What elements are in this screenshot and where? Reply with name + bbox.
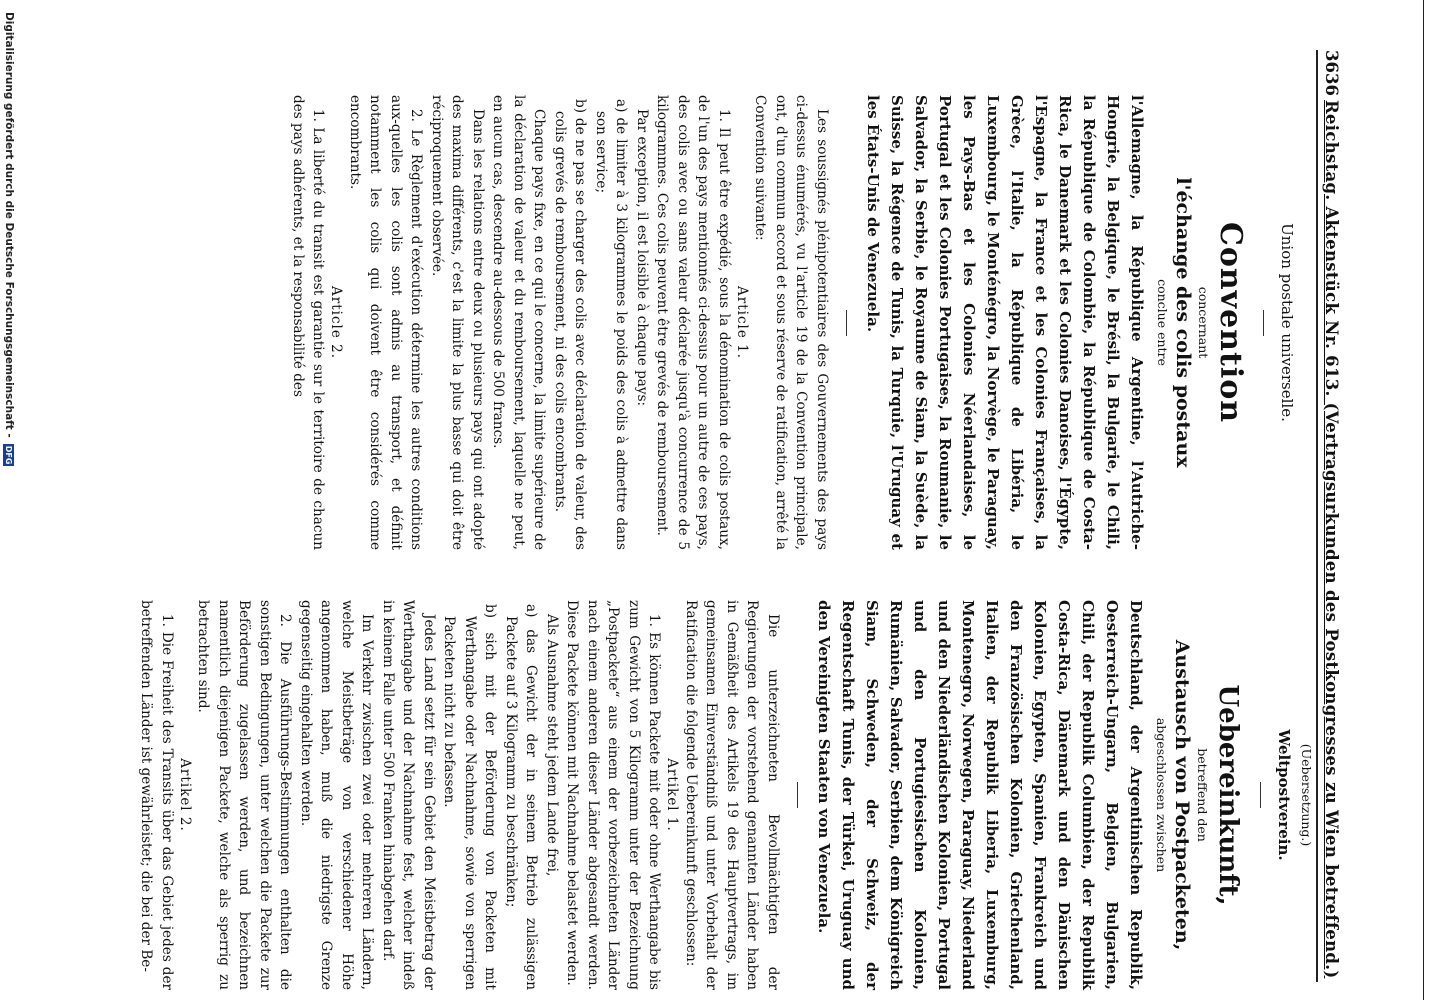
de-art1-para5: 2. Die Ausführungs-Bestimmungen enthalten die sonstigen Bedingungen, unter welchen die Packete zur Beförderung zugelassen werden, und bezeichnen namentlich diejenigen Packete, welche als sperrig zu betrachten sind. xyxy=(195,600,294,990)
fr-art1-item-b: b) de ne pas se charger des colis avec déclaration de valeur, des colis grevés de remboursement, ni des colis encombrants. xyxy=(552,99,589,550)
de-art2-para1: 1. Die Freiheit des Transits über das Gebiet jedes der betreffenden Länder ist gewährleistet; die bei der Be- xyxy=(138,600,175,990)
credit-text: Digitalisierung gefördert durch die Deutsche Forschungsgemeinschaft - xyxy=(3,12,15,438)
running-title: Reichstag. Aktenstück Nr. 613. (Vertragsurkunden des Postkongresses zu Wien betreffend.) xyxy=(1322,100,1341,979)
de-title: Uebereinkunft, xyxy=(1213,684,1243,906)
de-article-2-heading: Artikel 2. xyxy=(177,758,193,832)
digitization-credit xyxy=(2,12,16,982)
fr-art1-para1: 1. Il peut être expédié, sous la dénomination de colis postaux, de l'un des pays mentionnés ci-dessus pour un autre de ces pays, des colis avec ou sans valeur déclarée jusqu'à concurrence de 5 kilogrammes. Ces colis peuvent être grevés de remboursement. xyxy=(654,95,732,550)
de-subject: Austausch von Postpacketen, xyxy=(1171,639,1193,951)
de-art1-item-a: a) das Gewicht der in seinem Betrieb zulässigen Packete auf 3 Kilogramm zu beschränken; xyxy=(503,604,540,990)
fr-parties-list: l'Allemagne, la République Argentine, l'Autriche-Hongrie, la Belgique, le Brésil, la Bulgarie, le Chili, la République de Colombie, la République de Costa-Rica, le Danemark et les Colonies Danoises, l'Égypte, l'Espagne, la France et les Colonies Françaises, la Grèce, l'Italie, la République de Libéria, le Luxembourg, le Monténégro, la Norvège, le Paraguay, les Pays-Bas et les Colonies Néerlandaises, le Portugal et les Colonies Portugaises, la Roumanie, le Salvador, la Serbie, le Royaume de Siam, la Suède, la Suisse, la Régence de Tunis, la Turquie, l'Uruguay et les États-Unis de Venezuela. xyxy=(864,95,1146,550)
de-parties-list: Deutschland, der Argentinischen Republik, Oesterreich-Ungarn, Belgien, Bulgarien, Chili, der Republik Columbien, der Republik Costa-Rica, Dänemark und den Dänischen Kolonien, Egypten, Spanien, Frankreich und den Französischen Kolonien, Griechenland, Italien, der Republik Liberia, Luxemburg, Montenegro, Norwegen, Paraguay, Niederland und den Niederländischen Kolonien, Portugal und den Portugiesischen Kolonien, Rumänien, Salvador, Serbien, dem Königreich Siam, Schweden, der Schweiz, der Regentschaft Tunis, der Türkei, Uruguay und den Vereinigten Staaten von Venezuela. xyxy=(815,600,1145,990)
divider xyxy=(846,310,847,336)
fr-art1-item-a: a) de limiter à 3 kilogrammes le poids des colis à admettre dans son service; xyxy=(593,99,630,550)
divider xyxy=(1260,782,1261,808)
de-preamble: Die unterzeichneten Bevollmächtigten der Regierungen der vorstehend genannten Länder haben in Gemäßheit des Artikels 19 des Hauptvertrags, im gemeinsamen Einverständniß und unter Vorbehalt der Ratification die folgende Uebereinkunft geschlossen: xyxy=(683,600,781,990)
de-art1-para3: Jedes Land setzt für sein Gebiet den Meistbetrag der Werthangabe und der Nachnahme fest, welcher indeß in keinem Falle unter 500 Franken hinabgehen darf. xyxy=(380,600,437,990)
de-translation-note: (Uebersetzung.) xyxy=(1299,743,1314,847)
dfg-logo: DFG xyxy=(4,445,14,465)
de-art1-item-b: b) sich mit der Beförderung von Packeten mit Werthangabe oder Nachnahme, sowie von sperrigen Packeten nicht zu befassen. xyxy=(441,604,499,990)
de-art1-para1: 1. Es können Packete mit oder ohne Werthangabe bis zum Gewicht von 5 Kilogramm unter der Bezeichnung „Postpackete“ aus einem der vorbezeichneten Länder nach einem anderen dieser Länder abgesandt werden. Diese Packete können mit Nachnahme belastet werden. xyxy=(564,600,663,990)
fr-concernant: concernant xyxy=(1196,286,1211,359)
page-edge-line xyxy=(1423,0,1424,1000)
fr-article-1-heading: Article 1. xyxy=(734,286,750,359)
fr-article-2-heading: Article 2. xyxy=(328,286,345,359)
de-abgeschlossen: abgeschlossen zwischen xyxy=(1154,717,1169,873)
page-header xyxy=(1316,50,1356,982)
de-article-1-heading: Artikel 1. xyxy=(664,758,681,832)
de-union-heading: Weltpostverein. xyxy=(1275,729,1293,861)
fr-conclue: conclue entre xyxy=(1155,279,1170,366)
fr-subject: l'échange des colis postaux xyxy=(1172,177,1194,468)
de-art1-para4: Im Verkehr zwischen zwei oder mehreren Ländern, welche Meistbeträge von verschiedener Höhe angenommen haben, muß die niedrigste Grenze gegenseitig eingehalten werden. xyxy=(298,600,376,990)
page-number: 3636 xyxy=(1322,50,1341,96)
fr-art1-para3: Chaque pays fixe, en ce qui le concerne, la limite supérieure de la déclaration de valeur et du remboursement, laquelle ne peut, en aucun cas, descendre au-dessous de 500 francs. xyxy=(490,95,548,550)
fr-preamble: Les soussignés plénipotentiaires des Gouvernements des pays ci-dessus énumérés, vu l'article 19 de la Convention principale, ont, d'un commun accord et sous réserve de ratification, arrêté la Convention suivante: xyxy=(752,95,830,550)
fr-art1-para4: Dans les relations entre deux ou plusieurs pays qui ont adopté des maxima différents, c'est la limite la plus basse qui doit être réciproquement observée. xyxy=(429,95,486,550)
french-column xyxy=(288,95,1315,550)
de-betreffend: betreffend den xyxy=(1195,748,1210,842)
german-column xyxy=(136,600,1314,990)
fr-art1-para2: Par exception, il est loisible à chaque pays: xyxy=(634,109,650,407)
divider xyxy=(797,782,798,808)
fr-art2-para1: 1. La liberté du transit est garantie sur le territoire de chacun des pays adhérents, et la responsabilité des xyxy=(290,95,327,550)
fr-art1-para5: 2. Le Règlement d'exécution détermine les autres conditions aux-quelles les colis sont admis au transport, et définit notamment les colis qui doivent être considérés comme encombrants. xyxy=(347,95,425,550)
fr-convention-title: Convention xyxy=(1213,221,1248,424)
divider xyxy=(1263,310,1264,336)
fr-union-heading: Union postale universelle. xyxy=(1278,223,1296,422)
de-art1-para2: Als Ausnahme steht jedem Lande frei, xyxy=(544,614,560,877)
